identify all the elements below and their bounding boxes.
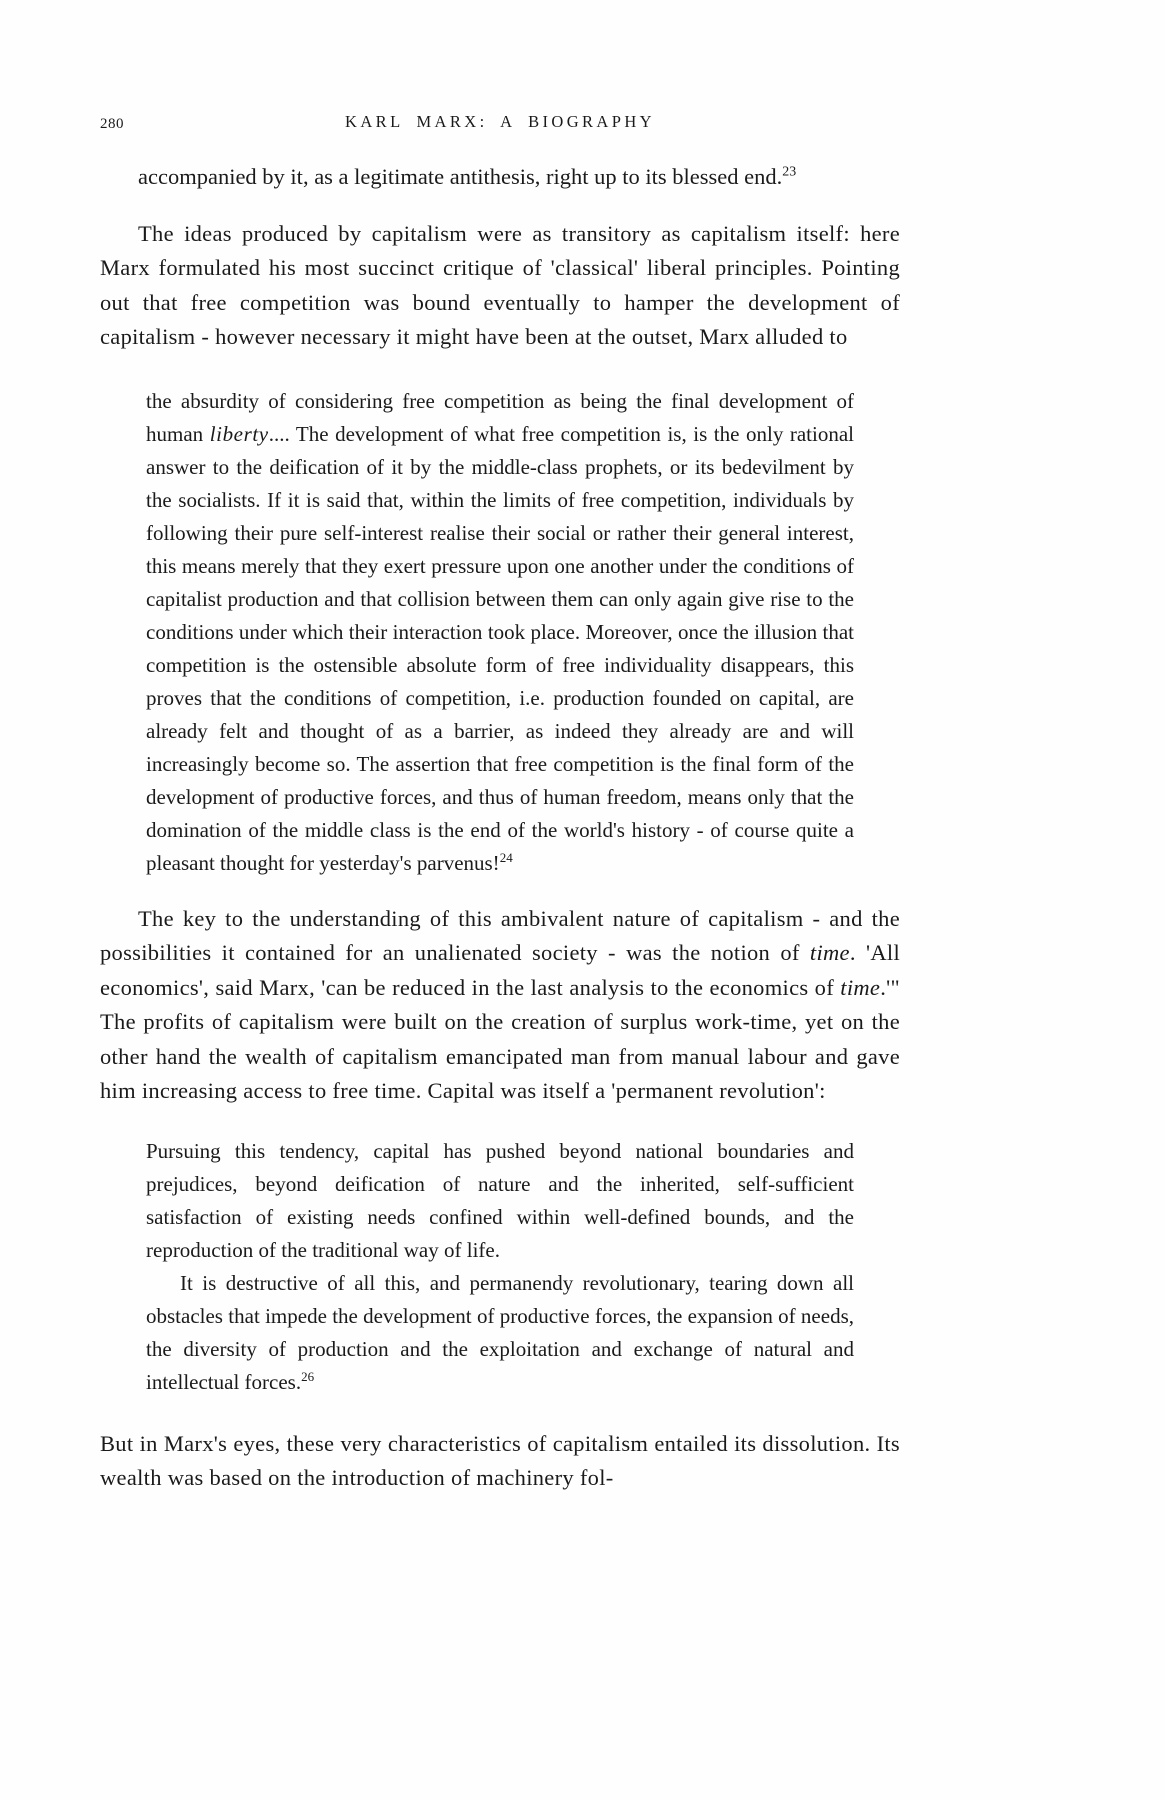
- blockquote-one-part-1: the absurdity of considering free competition as being the final development of human: [146, 388, 854, 446]
- paragraph-closing: But in Marx's eyes, these very characteristics of capitalism entailed its dissolution. Its wealth was based on the introduction of machinery fol-: [100, 1430, 900, 1490]
- footnote-marker-23: 23: [782, 164, 797, 180]
- body-text-column: [100, 160, 900, 1496]
- blockquote-two-paragraph-2: [146, 1267, 854, 1399]
- blockquote-free-competition: [100, 385, 854, 880]
- paragraph-key-italic-time-2: time: [840, 974, 881, 1000]
- paragraph-key-part-2: . 'All economics', said Marx, 'can be reduced in the last analysis to the economics of: [100, 940, 900, 1000]
- blockquote-two-paragraph-2-text: It is destructive of all this, and permanendy revolutionary, tearing down all obstacles that impede the development of productive forces, the expansion of needs, the diversity of production and the exploitation and exchange of natural and intellectual forces.: [146, 1270, 854, 1394]
- blockquote-permanent-revolution: [100, 1135, 854, 1399]
- footnote-marker-24: 24: [499, 849, 513, 865]
- paragraph-continued: [100, 160, 900, 195]
- running-head: [100, 112, 900, 138]
- paragraph-key-italic-time-1: time: [809, 940, 850, 965]
- closing-paragraph-wrapper: [100, 1427, 900, 1496]
- blockquote-one-italic-liberty: liberty: [209, 421, 269, 446]
- blockquote-one-part-2: .... The development of what free competition is, is the only rational answer to the deification of it by the middle-class prophets, or its bedevilment by the socialists. If it is said that, within the limits of free competition, individuals by following their pure self-interest realise their social or rather their general interest, this means merely that they exert pressure upon one another under the conditions of capitalist production and that collision between them can only again give rise to the conditions under which their interaction took place. Moreover, once the illusion that competition is the ostensible absolute form of free individuality disappears, this proves that the conditions of competition, i.e. production founded on capital, are already felt and thought of as a barrier, as indeed they already are and will increasingly become so. The assertion that free competition is the final form of the development of productive forces, and thus of human freedom, means only that the domination of the middle class is the end of the world's history - of course quite a pleasant thought for yesterday's parvenus!: [146, 421, 855, 875]
- page-number: 280: [100, 116, 124, 132]
- footnote-marker-26: 26: [301, 1368, 315, 1384]
- paragraph-continued-text: accompanied by it, as a legitimate antithesis, right up to its blessed end.: [138, 164, 783, 189]
- paragraph-key-part-1: The key to the understanding of this ambivalent nature of capitalism - and the possibilities it contained for an unalienated society - was the notion of: [100, 905, 900, 965]
- paragraph-key-part-3: .'" The profits of capitalism were built on the creation of surplus work-time, yet on the other hand the wealth of capitalism emancipated man from manual labour and gave him increasing access to free time. Capital was itself a 'permanent revolution':: [100, 974, 900, 1103]
- book-title-header: KARL MARX: A BIOGRAPHY: [345, 112, 655, 131]
- paragraph-ideas: The ideas produced by capitalism were as transitory as capitalism itself: here Marx formulated his most succinct critique of 'classical' liberal principles. Pointing out that free competition was bound eventually to hamper the development of capitalism - however necessary it might have been at the outset, Marx alluded to: [100, 220, 900, 349]
- blockquote-one-text: [146, 385, 854, 880]
- blockquote-two-paragraph-1: Pursuing this tendency, capital has pushed beyond national boundaries and prejudices, beyond deification of nature and the inherited, self-sufficient satisfaction of existing needs confined within well-defined bounds, and the reproduction of the traditional way of life.: [146, 1138, 854, 1262]
- paragraph-key-to-understanding: [100, 902, 900, 1109]
